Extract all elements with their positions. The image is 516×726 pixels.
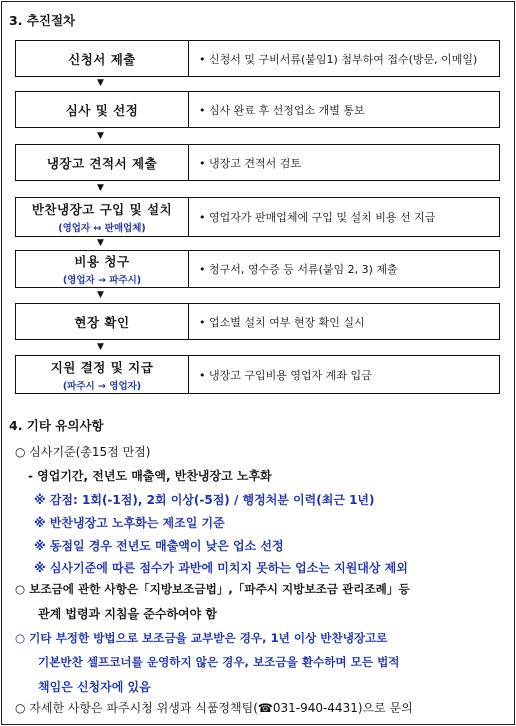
step-title: 비용 청구 <box>74 254 130 269</box>
note-law: ○ 보조금에 관한 사항은「지방보조금법」,「파주시 지방보조금 관리조례」등 <box>15 582 410 596</box>
section-4-title: 4. 기타 유의사항 <box>9 418 104 433</box>
note-aging: ※ 반찬냉장고 노후화는 제조일 기준 <box>34 516 225 530</box>
step-title: 지원 결정 및 지급 <box>50 359 154 375</box>
note-recovery: ○ 기타 부정한 방법으로 보조금을 교부받은 경우, 1년 이상 반찬냉장고로 <box>15 631 388 645</box>
note-criteria: ○ 심사기준(총15점 만점) <box>15 445 151 459</box>
step-1 <box>15 40 500 77</box>
step-subtitle: (영업자 ↔ 판매업체) <box>58 223 146 234</box>
note-exclusion: ※ 심사기준에 따른 점수가 과반에 미치지 못하는 업소는 지원대상 제외 <box>34 561 408 575</box>
step-4 <box>15 197 500 237</box>
down-arrow-icon: ▼ <box>97 131 104 141</box>
note-criteria-items: - 영업기간, 전년도 매출액, 반찬냉장고 노후화 <box>28 469 272 483</box>
step-6 <box>15 303 500 340</box>
step-desc: • 냉장고 견적서 검토 <box>199 156 301 170</box>
step-desc: • 업소별 설치 여부 현장 확인 실시 <box>199 315 365 329</box>
step-title: 반찬냉장고 구입 및 설치 <box>31 202 173 217</box>
note-tie: ※ 동점일 경우 전년도 매출액이 낮은 업소 선정 <box>34 539 284 553</box>
note-law-cont: 관계 법령과 지침을 준수하여야 함 <box>38 607 218 621</box>
down-arrow-icon: ▼ <box>97 342 104 352</box>
step-desc: • 신청서 및 구비서류(붙임1) 첨부하여 접수(방문, 이메일) <box>199 52 478 66</box>
step-title: 신청서 제출 <box>68 51 136 67</box>
step-title: 냉장고 견적서 제출 <box>46 155 158 171</box>
step-desc: • 냉장고 구입비용 영업자 계좌 입금 <box>199 368 372 382</box>
down-arrow-icon: ▼ <box>97 78 104 88</box>
step-3 <box>15 144 500 181</box>
down-arrow-icon: ▼ <box>97 290 104 300</box>
step-5 <box>15 250 500 288</box>
step-title: 현장 확인 <box>74 314 130 330</box>
step-desc: • 청구서, 영수증 등 서류(붙임 2, 3) 제출 <box>199 263 398 276</box>
step-7 <box>15 355 500 394</box>
step-desc: • 심사 완료 후 선정업소 개별 통보 <box>199 103 365 117</box>
step-2 <box>15 91 500 128</box>
down-arrow-icon: ▼ <box>97 238 104 248</box>
section-3-title: 3. 추진절차 <box>9 13 76 28</box>
step-title: 심사 및 선정 <box>65 102 139 118</box>
step-subtitle: (영업자 → 파주시) <box>62 275 142 286</box>
step-desc: • 영업자가 판매업체에 구입 및 설치 비용 선 지급 <box>199 211 436 224</box>
note-contact: ○ 자세한 사항은 파주시청 위생과 식품정책팀(☎031-940-4431)으로 문의 <box>15 701 413 715</box>
note-recovery-cont1: 기본반찬 셀프코너를 운영하지 않은 경우, 보조금을 환수하며 모든 법적 <box>38 655 400 669</box>
step-subtitle: (파주시 → 영업자) <box>62 380 142 392</box>
note-recovery-cont2: 책임은 신청자에 있음 <box>38 680 151 694</box>
down-arrow-icon: ▼ <box>97 183 104 193</box>
note-penalty: ※ 감점: 1회(-1점), 2회 이상(-5점) / 행정처분 이력(최근 1년) <box>34 493 375 507</box>
